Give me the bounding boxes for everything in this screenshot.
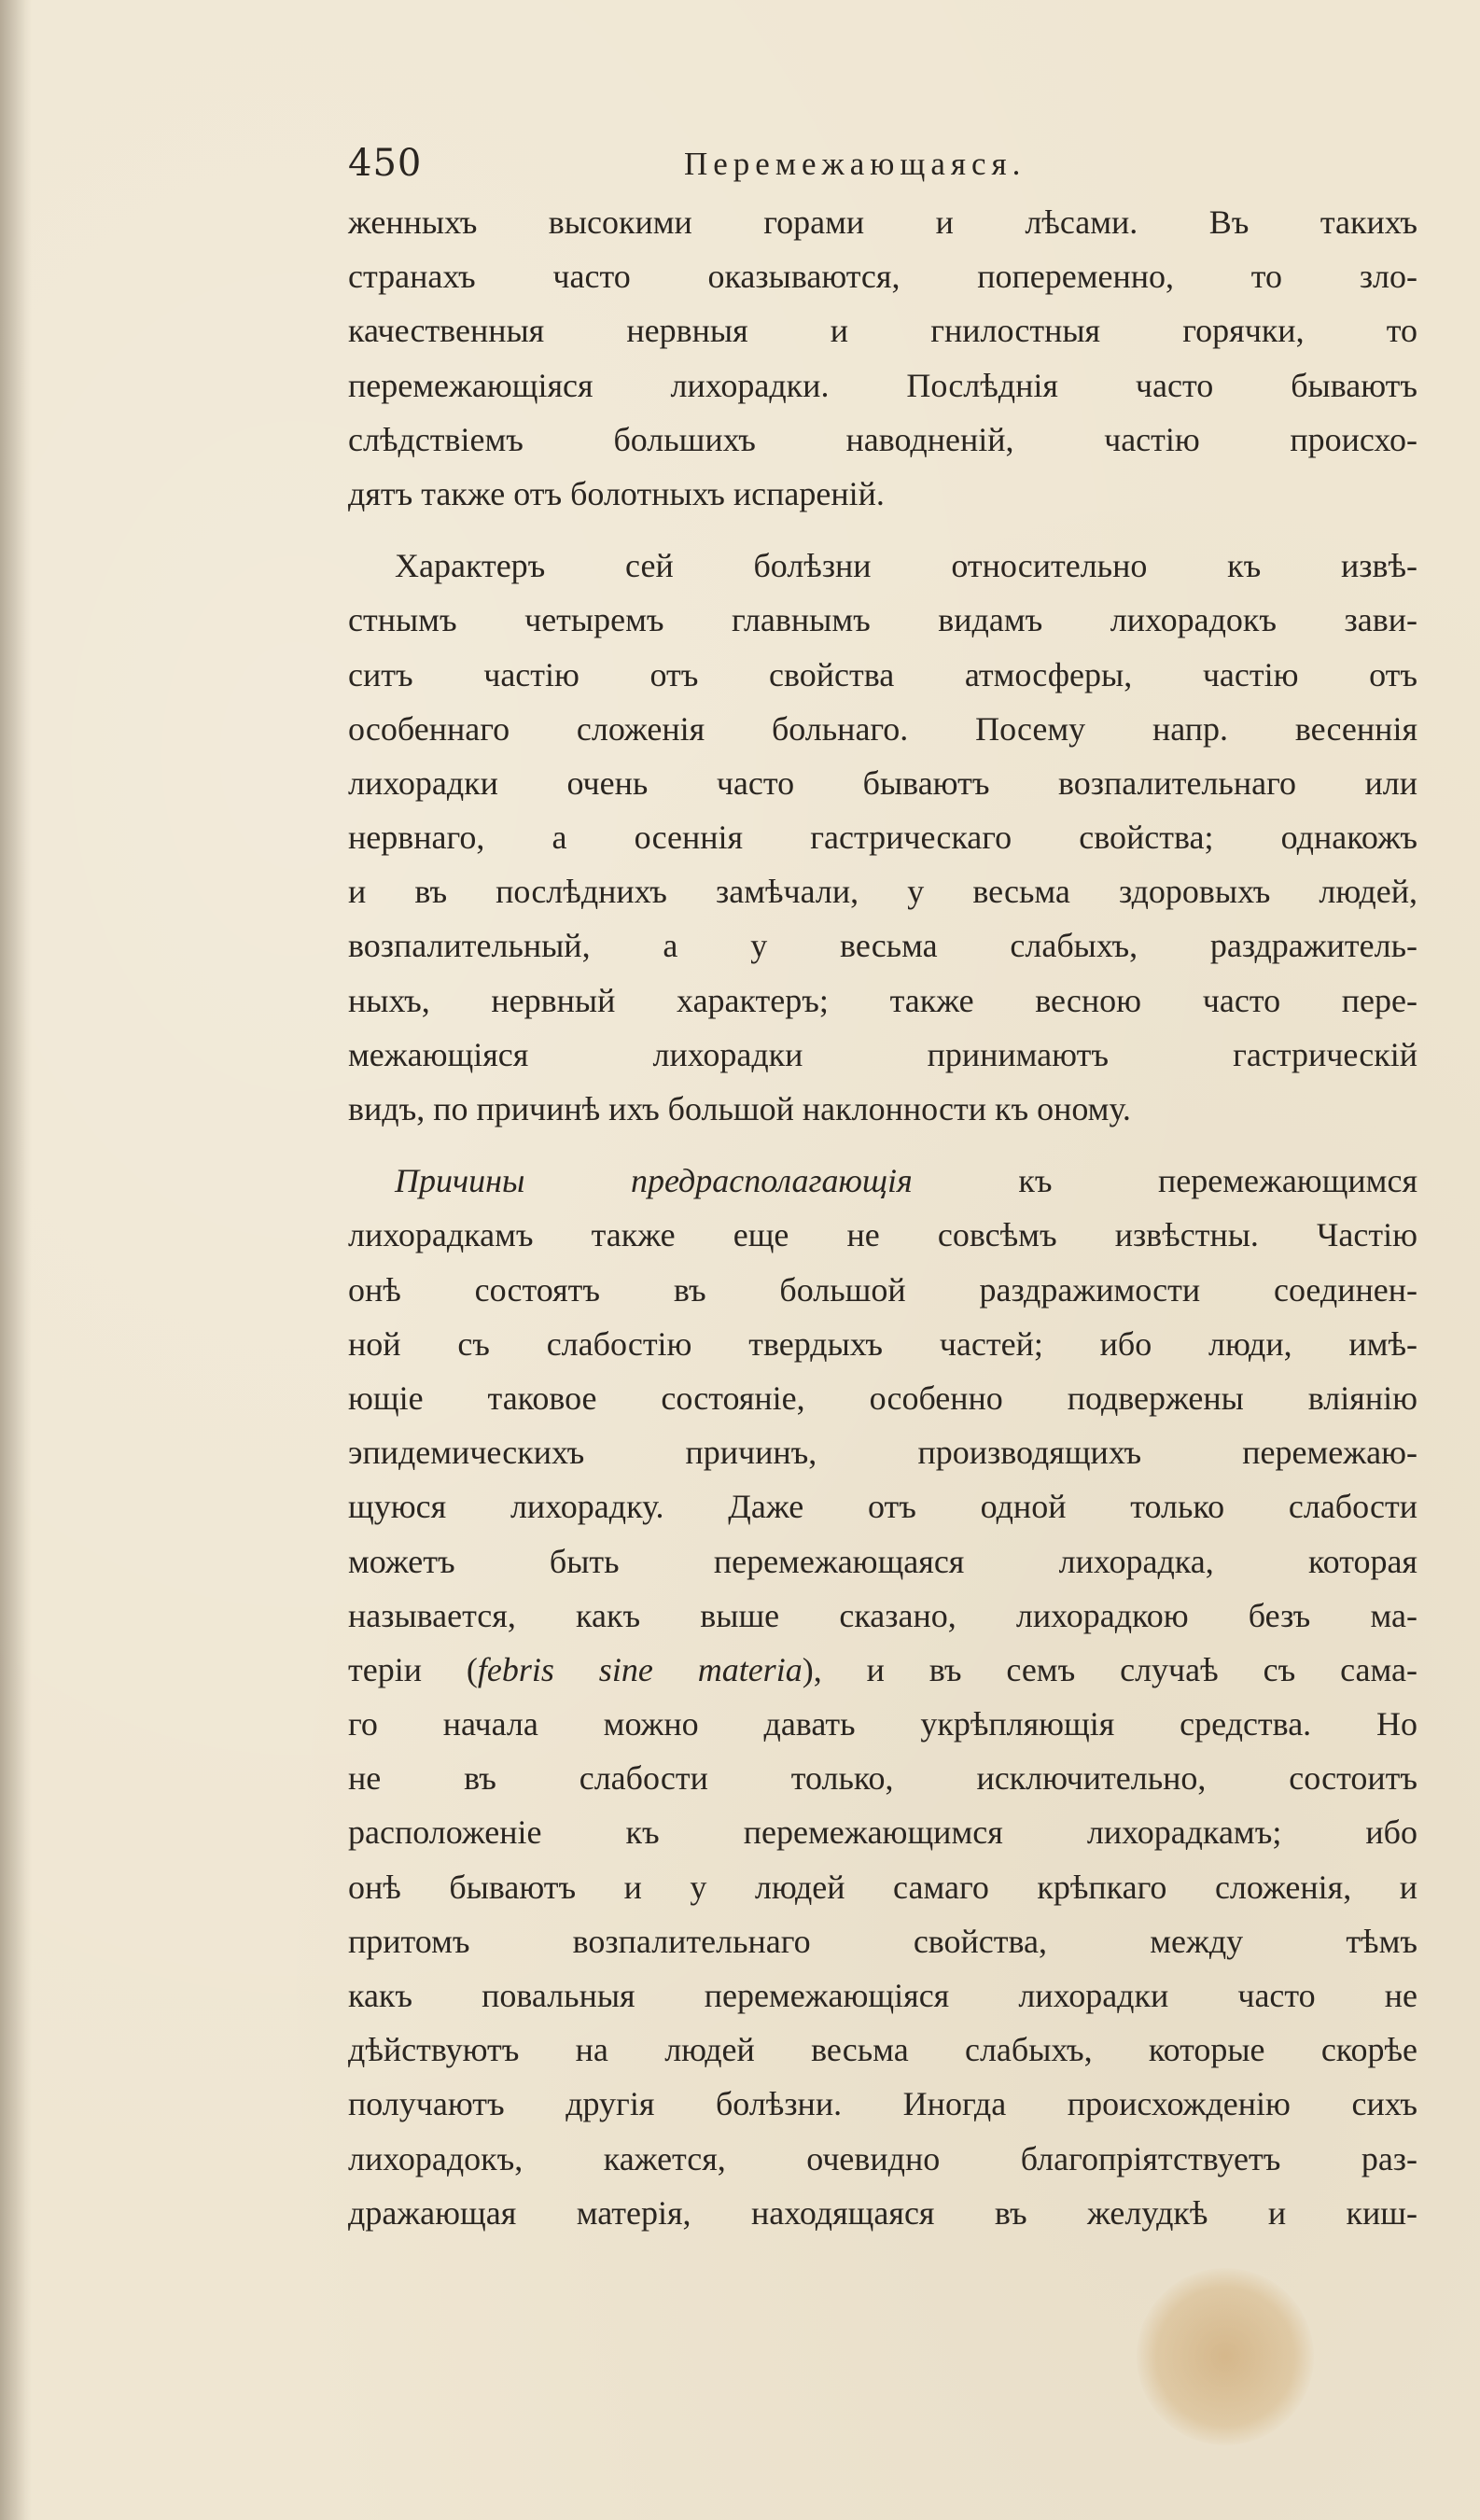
paper-stain bbox=[1137, 2268, 1314, 2445]
text-line bbox=[348, 1154, 1417, 1208]
text-line: нервнаго, а осеннiя гастрическаго свойства; однакожъ bbox=[348, 819, 1417, 857]
page-body bbox=[348, 195, 1417, 2240]
text-line: ныхъ, нервный характеръ; также весною часто пере- bbox=[348, 981, 1417, 1019]
text-line: Характеръ сей болѣзни относительно къ извѣ- bbox=[395, 547, 1417, 585]
text-fragment: ), и въ семъ случаѣ съ сама- bbox=[802, 1650, 1418, 1688]
paragraph-3 bbox=[348, 1154, 1417, 2240]
text-line: перемежающiяся лихорадки. Послѣднiя часто бываютъ bbox=[348, 366, 1417, 404]
paragraph-gap bbox=[348, 521, 1417, 539]
page-number: 450 bbox=[348, 142, 423, 185]
text-line: ситъ частiю отъ свойства атмосферы, частiю отъ bbox=[348, 655, 1417, 693]
text-line: расположенiе къ перемежающимся лихорадкамъ; ибо bbox=[348, 1813, 1417, 1852]
text-line: странахъ часто оказываются, попеременно, то зло- bbox=[348, 258, 1417, 296]
text-line: ной съ слабостiю твердыхъ частей; ибо люди, имѣ- bbox=[348, 1324, 1417, 1363]
text-line: дѣйствуютъ на людей весьма слабыхъ, которые скорѣе bbox=[348, 2031, 1417, 2069]
binding-shadow bbox=[0, 0, 32, 2520]
text-line: какъ повальныя перемежающiяся лихорадки часто не bbox=[348, 1977, 1417, 2014]
text-line: ющiе таковое состоянiе, особенно подвержены влiянiю bbox=[348, 1379, 1417, 1417]
text-line: лихорадкамъ также еще не совсѣмъ извѣстны. Частiю bbox=[348, 1216, 1417, 1254]
text-line: слѣдствiемъ большихъ наводненiй, частiю происхо- bbox=[348, 420, 1417, 458]
text-fragment: терiи ( bbox=[348, 1650, 478, 1688]
text-line: стнымъ четыремъ главнымъ видамъ лихорадокъ зави- bbox=[348, 601, 1417, 639]
emphasis-phrase: Причины предрасполагающiя bbox=[395, 1162, 913, 1200]
text-line: онѣ состоятъ въ большой раздражимости соединен- bbox=[348, 1270, 1417, 1309]
latin-phrase: febris sine materia bbox=[477, 1650, 803, 1688]
text-line bbox=[348, 1643, 1417, 1697]
text-line: возпалительный, а у весьма слабыхъ, раздражитель- bbox=[348, 927, 1417, 965]
text-line: онѣ бываютъ и у людей самаго крѣпкаго сложенiя, и bbox=[348, 1868, 1417, 1906]
paragraph-2 bbox=[348, 539, 1417, 1136]
text-line: не въ слабости только, исключительно, состоитъ bbox=[348, 1759, 1417, 1798]
text-line: межающiяся лихорадки принимаютъ гастрическiй bbox=[348, 1035, 1417, 1073]
text-line: лихорадокъ, кажется, очевидно благопрiятствуетъ раз- bbox=[348, 2139, 1417, 2177]
text-line: притомъ возпалительнаго свойства, между тѣмъ bbox=[348, 1922, 1417, 1960]
text-line: называется, какъ выше сказано, лихорадкою безъ ма- bbox=[348, 1596, 1417, 1634]
text-line: качественныя нервныя и гнилостныя горячки, то bbox=[348, 312, 1417, 350]
text-fragment: къ перемежающимся bbox=[912, 1162, 1417, 1200]
text-line: лихорадки очень часто бываютъ возпалительнаго или bbox=[348, 763, 1417, 802]
text-line: получаютъ другiя болѣзни. Иногда происхожденiю сихъ bbox=[348, 2085, 1417, 2123]
text-line: эпидемическихъ причинъ, производящихъ перемежаю- bbox=[348, 1434, 1417, 1472]
running-head: Перемежающаяся. bbox=[684, 146, 1026, 182]
text-line: дятъ также отъ болотныхъ испаренiй. bbox=[348, 474, 885, 512]
text-line: можетъ быть перемежающаяся лихорадка, которая bbox=[348, 1542, 1417, 1580]
paragraph-1 bbox=[348, 195, 1417, 521]
text-line: и въ послѣднихъ замѣчали, у весьма здоровыхъ людей, bbox=[348, 873, 1417, 911]
text-line: видъ, по причинѣ ихъ большой наклонности къ оному. bbox=[348, 1090, 1131, 1127]
text-line: го начала можно давать укрѣпляющiя средства. Но bbox=[348, 1705, 1417, 1743]
text-line: щуюся лихорадку. Даже отъ одной только слабости bbox=[348, 1488, 1417, 1526]
text-line: женныхъ высокими горами и лѣсами. Въ такихъ bbox=[348, 203, 1417, 241]
page-header bbox=[348, 140, 1421, 187]
text-line: особеннаго сложенiя больнаго. Посему напр. весеннiя bbox=[348, 709, 1417, 748]
paragraph-gap bbox=[348, 1136, 1417, 1154]
text-line: дражающая матерiя, находящаяся въ желудкѣ и киш- bbox=[348, 2193, 1417, 2232]
